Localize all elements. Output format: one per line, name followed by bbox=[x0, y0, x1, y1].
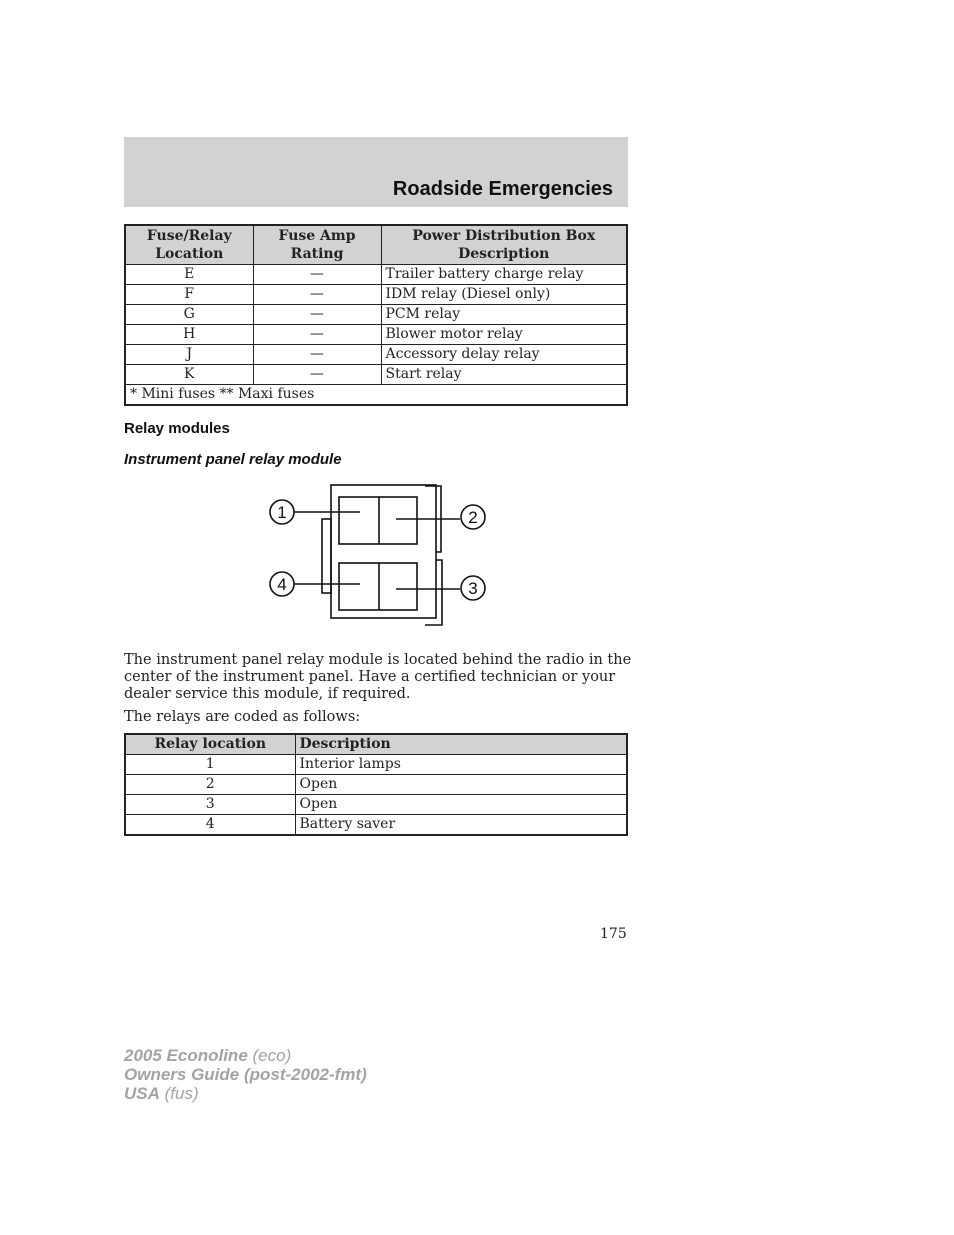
relay-block-top bbox=[339, 497, 417, 544]
callout-label-4: 4 bbox=[277, 575, 287, 594]
table-cell: E bbox=[125, 265, 253, 285]
fuse-table bbox=[124, 224, 628, 406]
column-header: Relay location bbox=[125, 734, 295, 755]
table-cell: 2 bbox=[125, 775, 295, 795]
column-header: Fuse Amp Rating bbox=[253, 225, 381, 265]
relay-block-bottom bbox=[339, 563, 417, 610]
table-header-row bbox=[125, 734, 627, 755]
table-cell: — bbox=[253, 265, 381, 285]
table-row bbox=[125, 325, 627, 345]
column-header: Power Distribution Box Description bbox=[381, 225, 627, 265]
table-cell: Start relay bbox=[381, 365, 627, 385]
table-row bbox=[125, 345, 627, 365]
footer-line-2 bbox=[124, 1065, 367, 1084]
table-cell: — bbox=[253, 365, 381, 385]
table-row bbox=[125, 755, 627, 775]
table-cell: G bbox=[125, 305, 253, 325]
footer bbox=[124, 1046, 367, 1103]
table-cell: PCM relay bbox=[381, 305, 627, 325]
table-cell: — bbox=[253, 285, 381, 305]
table-cell: Open bbox=[295, 775, 627, 795]
footer-line-1 bbox=[124, 1046, 367, 1065]
table-row bbox=[125, 285, 627, 305]
table-cell: J bbox=[125, 345, 253, 365]
table-cell: Accessory delay relay bbox=[381, 345, 627, 365]
bracket-bottom-right bbox=[425, 560, 442, 625]
table-cell: — bbox=[253, 325, 381, 345]
body-paragraph: The relays are coded as follows: bbox=[124, 709, 361, 725]
table-cell: 1 bbox=[125, 755, 295, 775]
module-outline bbox=[331, 485, 436, 618]
table-cell: F bbox=[125, 285, 253, 305]
relay-table bbox=[124, 733, 628, 836]
table-row bbox=[125, 795, 627, 815]
relay-module-diagram bbox=[262, 482, 502, 632]
footer-model: 2005 Econoline bbox=[124, 1046, 248, 1065]
column-header: Description bbox=[295, 734, 627, 755]
footer-guide: Owners Guide (post-2002-fmt) bbox=[124, 1065, 367, 1084]
table-cell: Trailer battery charge relay bbox=[381, 265, 627, 285]
footer-market-code: (fus) bbox=[164, 1084, 199, 1103]
bracket-left bbox=[322, 519, 331, 593]
table-cell: IDM relay (Diesel only) bbox=[381, 285, 627, 305]
column-header: Fuse/Relay Location bbox=[125, 225, 253, 265]
table-cell: Interior lamps bbox=[295, 755, 627, 775]
section-subtitle: Instrument panel relay module bbox=[124, 451, 342, 468]
footer-market: USA bbox=[124, 1084, 160, 1103]
table-cell: H bbox=[125, 325, 253, 345]
table-cell: K bbox=[125, 365, 253, 385]
callout-label-2: 2 bbox=[468, 508, 478, 527]
section-title: Relay modules bbox=[124, 420, 230, 437]
table-row bbox=[125, 815, 627, 836]
table-cell: — bbox=[253, 305, 381, 325]
page-number: 175 bbox=[600, 926, 627, 942]
callout-label-3: 3 bbox=[468, 579, 478, 598]
table-cell: Blower motor relay bbox=[381, 325, 627, 345]
body-paragraph: The instrument panel relay module is located behind the radio in the center of the instrument panel. Have a certified technician or your dealer service this module, if required. bbox=[124, 652, 632, 702]
table-footnote: * Mini fuses ** Maxi fuses bbox=[125, 385, 627, 406]
header-band bbox=[124, 137, 628, 207]
table-cell: Open bbox=[295, 795, 627, 815]
table-footnote-row bbox=[125, 385, 627, 406]
table-cell: — bbox=[253, 345, 381, 365]
page-title: Roadside Emergencies bbox=[392, 178, 613, 200]
table-cell: 4 bbox=[125, 815, 295, 836]
table-row bbox=[125, 775, 627, 795]
table-row bbox=[125, 365, 627, 385]
footer-model-code: (eco) bbox=[252, 1046, 292, 1065]
table-row bbox=[125, 265, 627, 285]
table-cell: Battery saver bbox=[295, 815, 627, 836]
table-header-row bbox=[125, 225, 627, 265]
footer-line-3 bbox=[124, 1084, 367, 1103]
table-cell: 3 bbox=[125, 795, 295, 815]
table-row bbox=[125, 305, 627, 325]
callout-label-1: 1 bbox=[277, 503, 287, 522]
